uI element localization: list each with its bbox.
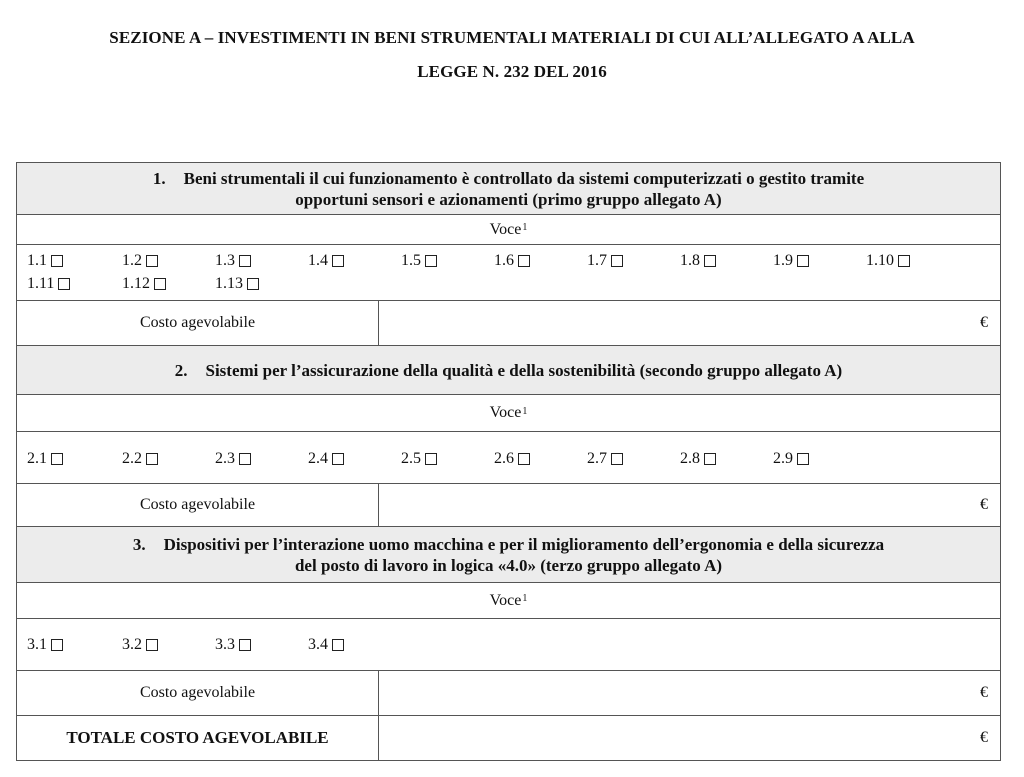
section-1-cost-field[interactable] [379, 301, 1000, 345]
checkbox[interactable] [518, 453, 530, 465]
section-3-cost-label: Costo agevolabile [17, 671, 379, 715]
checkbox[interactable] [332, 255, 344, 267]
option-3-4[interactable] [308, 636, 344, 654]
total-cost-label: TOTALE COSTO AGEVOLABILE [17, 716, 379, 760]
option-1-13[interactable] [215, 275, 259, 293]
option-1-4[interactable] [308, 252, 344, 270]
option-label: 2.8 [680, 450, 700, 467]
option-1-11[interactable] [27, 275, 70, 293]
total-cost-field[interactable] [379, 716, 1000, 760]
option-label: 2.3 [215, 450, 235, 467]
option-label: 2.7 [587, 450, 607, 467]
option-label: 2.9 [773, 450, 793, 467]
section-3-number: 3. [132, 534, 146, 554]
option-1-10[interactable] [866, 252, 910, 270]
option-label: 1.13 [215, 275, 243, 292]
option-2-6[interactable] [494, 450, 530, 468]
checkbox[interactable] [239, 639, 251, 651]
option-1-12[interactable] [122, 275, 166, 293]
option-label: 1.9 [773, 252, 793, 269]
section-3-heading [16, 526, 1001, 582]
option-1-8[interactable] [680, 252, 716, 270]
checkbox[interactable] [58, 278, 70, 290]
option-1-5[interactable] [401, 252, 437, 270]
section-1-heading [16, 162, 1001, 214]
section-1-cost-label: Costo agevolabile [17, 301, 379, 345]
section-2-heading-line-1: Sistemi per l’assicurazione della qualità e della sostenibilità (secondo gruppo allegato A) [205, 360, 843, 380]
section-1-voce-footnote: 1 [522, 222, 528, 233]
section-2-number: 2. [174, 360, 188, 380]
section-1-number: 1. [152, 168, 166, 188]
option-label: 3.4 [308, 636, 328, 653]
option-2-4[interactable] [308, 450, 344, 468]
option-label: 1.6 [494, 252, 514, 269]
checkbox[interactable] [146, 639, 158, 651]
checkbox[interactable] [425, 453, 437, 465]
section-3-voce-footnote: 1 [522, 593, 528, 604]
option-label: 2.2 [122, 450, 142, 467]
section-1-voce-label: Voce [489, 220, 522, 238]
option-1-3[interactable] [215, 252, 251, 270]
option-2-5[interactable] [401, 450, 437, 468]
section-2-cost-field[interactable] [379, 484, 1000, 526]
option-2-2[interactable] [122, 450, 158, 468]
option-1-6[interactable] [494, 252, 530, 270]
option-label: 1.5 [401, 252, 421, 269]
option-1-1[interactable] [27, 252, 63, 270]
option-3-2[interactable] [122, 636, 158, 654]
section-3-heading-line-2: del posto di lavoro in logica «4.0» (terzo gruppo allegato A) [294, 555, 723, 575]
checkbox[interactable] [239, 255, 251, 267]
euro-symbol: € [980, 314, 988, 331]
form-title-line-1: SEZIONE A – INVESTIMENTI IN BENI STRUMENTALI MATERIALI DI CUI ALL’ALLEGATO A ALLA [109, 28, 915, 47]
option-label: 1.11 [27, 275, 55, 292]
option-label: 1.2 [122, 252, 142, 269]
checkbox[interactable] [146, 453, 158, 465]
option-1-7[interactable] [587, 252, 623, 270]
option-label: 1.7 [587, 252, 607, 269]
section-2-cost-row [16, 483, 1001, 526]
section-2-cost-label: Costo agevolabile [17, 484, 379, 526]
option-label: 1.4 [308, 252, 328, 269]
section-1-cost-row [16, 300, 1001, 345]
option-label: 2.4 [308, 450, 328, 467]
option-label: 1.12 [122, 275, 150, 292]
checkbox[interactable] [704, 255, 716, 267]
section-3-voce-header [16, 582, 1001, 618]
section-3-voce-label: Voce [489, 591, 522, 609]
section-2-voce-footnote: 1 [522, 405, 528, 417]
checkbox[interactable] [518, 255, 530, 267]
option-label: 2.1 [27, 450, 47, 467]
option-1-2[interactable] [122, 252, 158, 270]
section-2-voce-label: Voce [489, 404, 522, 421]
option-3-1[interactable] [27, 636, 63, 654]
option-2-8[interactable] [680, 450, 716, 468]
checkbox[interactable] [51, 255, 63, 267]
checkbox[interactable] [146, 255, 158, 267]
euro-symbol: € [980, 684, 988, 701]
checkbox[interactable] [611, 255, 623, 267]
option-2-1[interactable] [27, 450, 63, 468]
total-cost-row [16, 715, 1001, 761]
option-label: 1.8 [680, 252, 700, 269]
option-label: 3.3 [215, 636, 235, 653]
section-3-cost-field[interactable] [379, 671, 1000, 715]
section-3-options [16, 618, 1001, 670]
option-label: 1.1 [27, 252, 47, 269]
checkbox[interactable] [425, 255, 437, 267]
checkbox[interactable] [154, 278, 166, 290]
section-1-options [16, 244, 1001, 300]
checkbox[interactable] [332, 639, 344, 651]
option-2-9[interactable] [773, 450, 809, 468]
section-3-heading-line-1: Dispositivi per l’interazione uomo macchina e per il miglioramento dell’ergonomia e della sicurezza [163, 534, 885, 554]
option-label: 1.3 [215, 252, 235, 269]
section-2-heading [16, 345, 1001, 394]
section-1-voce-header [16, 214, 1001, 244]
section-3-cost-row [16, 670, 1001, 715]
checkbox[interactable] [797, 453, 809, 465]
euro-symbol: € [980, 496, 988, 513]
euro-symbol: € [980, 729, 988, 746]
section-1-heading-line-1: Beni strumentali il cui funzionamento è controllato da sistemi computerizzati o gestito tramite [183, 168, 865, 188]
option-label: 3.1 [27, 636, 47, 653]
section-1-heading-line-2: opportuni sensori e azionamenti (primo gruppo allegato A) [295, 189, 722, 209]
checkbox[interactable] [704, 453, 716, 465]
option-2-3[interactable] [215, 450, 251, 468]
form-title-line-2: LEGGE N. 232 DEL 2016 [417, 62, 607, 81]
option-1-9[interactable] [773, 252, 809, 270]
checkbox[interactable] [51, 453, 63, 465]
checkbox[interactable] [239, 453, 251, 465]
option-label: 1.10 [866, 252, 894, 269]
checkbox[interactable] [332, 453, 344, 465]
checkbox[interactable] [797, 255, 809, 267]
investment-form-table [16, 162, 1001, 761]
checkbox[interactable] [247, 278, 259, 290]
section-2-options [16, 431, 1001, 483]
option-2-7[interactable] [587, 450, 623, 468]
option-label: 2.5 [401, 450, 421, 467]
option-3-3[interactable] [215, 636, 251, 654]
checkbox[interactable] [611, 453, 623, 465]
checkbox[interactable] [51, 639, 63, 651]
option-label: 2.6 [494, 450, 514, 467]
section-2-voce-header [16, 394, 1001, 431]
checkbox[interactable] [898, 255, 910, 267]
option-label: 3.2 [122, 636, 142, 653]
